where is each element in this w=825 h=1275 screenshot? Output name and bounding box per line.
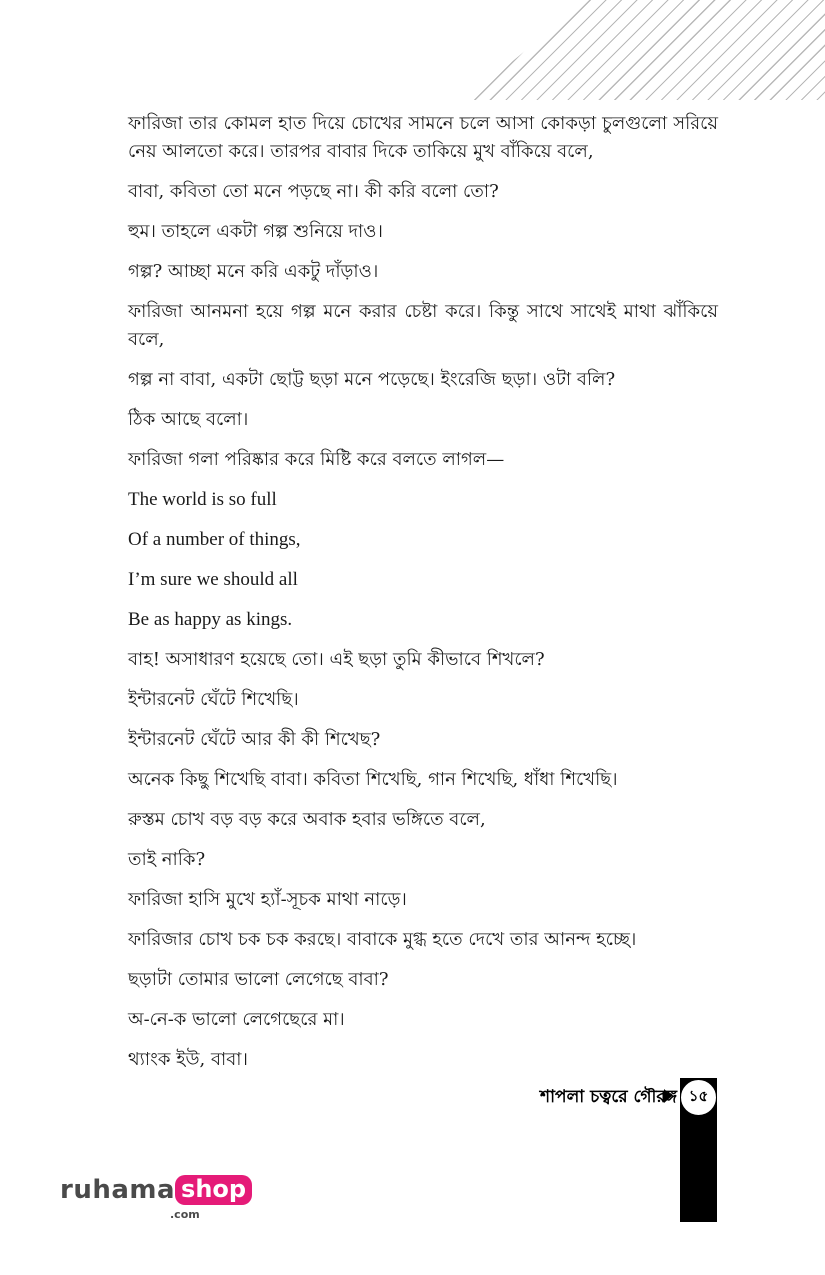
paragraph: অনেক কিছু শিখেছি বাবা। কবিতা শিখেছি, গান শিখেছি, ধাঁধা শিখেছি। [128,769,618,790]
logo-domain-text: .com [170,1208,200,1221]
paragraph: ইন্টারনেট ঘেঁটে আর কী কী শিখেছ? [128,729,381,750]
paragraph: গল্প না বাবা, একটা ছোট্ট ছড়া মনে পড়েছে। ইংরেজি ছড়া। ওটা বলি? [128,369,616,390]
paragraph: থ্যাংক ইউ, বাবা। [128,1049,248,1070]
logo-shop-badge: shop [175,1175,252,1205]
poem-line: I’m sure we should all [128,569,298,590]
page-number: ১৫ [680,1079,717,1116]
paragraph: ফারিজা গলা পরিষ্কার করে মিষ্টি করে বলতে লাগল— [128,449,505,470]
triangle-pointer-icon [664,1089,672,1103]
paragraph: ফারিজা আনমনা হয়ে গল্প মনে করার চেষ্টা করে। কিন্তু সাথে সাথেই মাথা ঝাঁকিয়ে বলে, [128,301,718,350]
paragraph: অ-নে-ক ভালো লেগেছেরে মা। [128,1009,345,1030]
paragraph: ফারিজা হাসি মুখে হ্যাঁ-সূচক মাথা নাড়ে। [128,889,407,910]
logo-brand-text: ruhama [60,1175,176,1205]
paragraph: বাহ! অসাধারণ হয়েছে তো। এই ছড়া তুমি কীভাবে শিখলে? [128,649,545,670]
paragraph: রুস্তম চোখ বড় বড় করে অবাক হবার ভঙ্গিতে বলে, [128,809,486,830]
running-footer-title: শাপলা চত্বরে গৌরঙ্গ [540,1087,677,1107]
decorative-hatch-corner [465,0,825,100]
poem-line: Of a number of things, [128,529,301,550]
paragraph: তাই নাকি? [128,849,206,870]
paragraph: ঠিক আছে বলো। [128,409,249,430]
poem-line: Be as happy as kings. [128,609,293,630]
paragraph: বাবা, কবিতা তো মনে পড়ছে না। কী করি বলো তো? [128,181,499,202]
paragraph: ফারিজা তার কোমল হাত দিয়ে চোখের সামনে চলে আসা কোকড়া চুলগুলো সরিয়ে নেয় আলতো করে। তারপর বাবার দিকে তাকিয়ে মুখ বাঁকিয়ে বলে, [128,113,718,162]
poem-line: The world is so full [128,489,277,510]
paragraph: গল্প? আচ্ছা মনে করি একটু দাঁড়াও। [128,261,379,282]
watermark-logo [60,1175,252,1225]
paragraph: ফারিজার চোখ চক চক করছে। বাবাকে মুগ্ধ হতে দেখে তার আনন্দ হচ্ছে। [128,929,637,950]
page-body [128,110,718,1086]
paragraph: ইন্টারনেট ঘেঁটে শিখেছি। [128,689,299,710]
paragraph: হুম। তাহলে একটা গল্প শুনিয়ে দাও। [128,221,383,242]
paragraph: ছড়াটা তোমার ভালো লেগেছে বাবা? [128,969,389,990]
